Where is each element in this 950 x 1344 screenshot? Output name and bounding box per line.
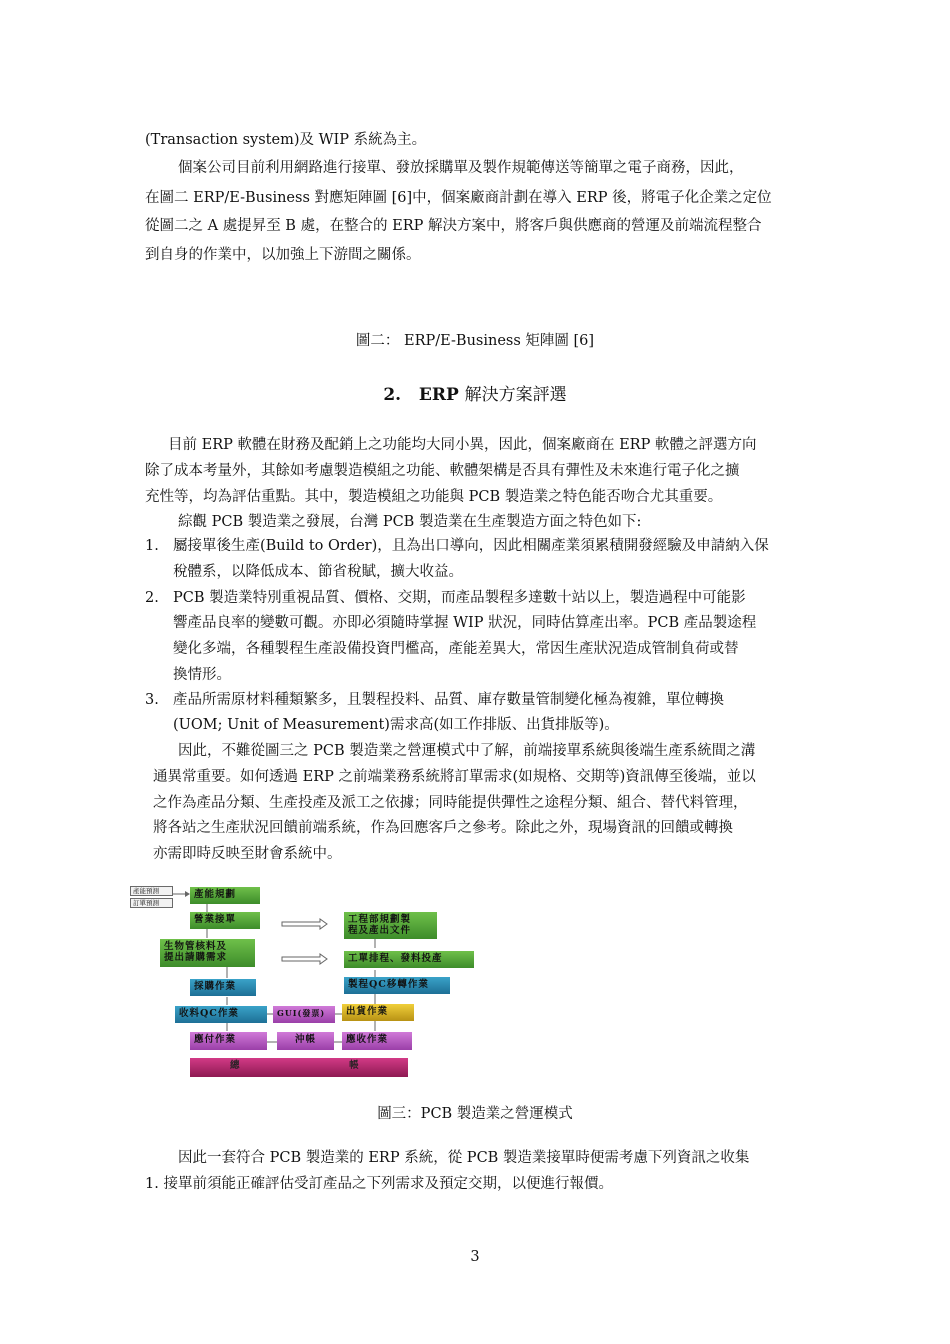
para3-line-1: 因此，不難從圖三之 PCB 製造業之營運模式中了解，前端接單系統與後端生產系統間之溝 (178, 743, 756, 759)
para1-line-3: 充性等，均為評估重點。其中，製造模組之功能與 PCB 製造業之特色能否吻合尤其重要。 (145, 489, 723, 505)
work-order-box: 工單排程、發料投產 (344, 951, 474, 968)
engineering-line-2: 程及產出文件 (348, 925, 412, 936)
list-2-line-2: 響產品良率的變數可觀。亦即必須隨時掌握 WIP 狀況，同時估算產出率。PCB 產品製途程 (173, 615, 757, 631)
section-title-rest: 解決方案評選 (464, 385, 567, 405)
section-heading (0, 385, 950, 405)
figure2-caption: 圖二： ERP/E-Business 矩陣圖 [6] (355, 333, 595, 349)
offset-box: 沖帳 (277, 1032, 334, 1050)
list-number-3: 3. (145, 692, 159, 708)
figure3-caption: 圖三：PCB 製造業之營運模式 (377, 1106, 573, 1122)
para5: 1. 接單前須能正確評估受訂產品之下列需求及預定交期，以便進行報價。 (145, 1176, 613, 1192)
capacity-planning-box: 產能規劃 (190, 887, 260, 904)
engineering-planning-box (344, 912, 437, 939)
para3-line-4: 將各站之生產狀況回饋前端系統，作為回應客戶之參考。除此之外，現場資訊的回饋或轉換 (153, 820, 733, 836)
para3-line-2: 通異常重要。如何透過 ERP 之前端業務系統將訂單需求(如規格、交期等)資訊傳至後端，並以 (153, 769, 756, 785)
general-ledger-bar (190, 1058, 408, 1077)
ledger-left-label: 總 (230, 1060, 241, 1071)
sales-order-box: 營業接單 (190, 912, 260, 929)
input-capacity-forecast: 產能預測 (130, 886, 173, 896)
process-qc-box: 製程QC移轉作業 (344, 977, 450, 994)
intro-line-4: 到自身的作業中，以加強上下游間之關係。 (145, 247, 421, 263)
material-control-line-2: 提出請購需求 (164, 952, 228, 963)
material-control-line-1: 生物管核料及 (164, 941, 228, 952)
list-3-line-1: 產品所需原材料種類繁多，且製程投料、品質、庫存數量管制變化極為複雜，單位轉換 (173, 692, 724, 708)
receiving-qc-box: 收料QC作業 (175, 1006, 267, 1023)
shipping-box: 出貨作業 (342, 1004, 414, 1021)
list-3-line-2: (UOM; Unit of Measurement)需求高(如工作排版、出貨排版等)。 (173, 717, 619, 733)
para3-line-5: 亦需即時反映至財會系統中。 (153, 846, 342, 862)
list-2-line-4: 換情形。 (173, 667, 231, 683)
operations-flowchart (127, 880, 477, 1080)
section-number: 2. (383, 385, 402, 405)
list-2-line-1: PCB 製造業特別重視品質、價格、交期，而產品製程多達數十站以上，製造過程中可能影 (173, 590, 746, 606)
engineering-line-1: 工程部規劃製 (348, 914, 412, 925)
list-number-1: 1. (145, 538, 159, 554)
para1-line-1: 目前 ERP 軟體在財務及配銷上之功能均大同小異，因此，個案廠商在 ERP 軟體之評選方向 (168, 437, 757, 453)
intro-line-2: 在圖二 ERP/E-Business 對應矩陣圖 [6]中，個案廠商計劃在導入 ERP 後，將電子化企業之定位 (145, 190, 772, 206)
payable-box: 應付作業 (190, 1032, 267, 1050)
section-title-bold: ERP (418, 385, 459, 405)
purchasing-box: 採購作業 (190, 979, 256, 996)
receivable-box: 應收作業 (342, 1032, 412, 1050)
list-2-line-3: 變化多端，各種製程生產設備投資門檻高，產能差異大，常因生產狀況造成管制負荷或替 (173, 641, 739, 657)
input-order-forecast: 訂單預測 (130, 898, 173, 908)
ledger-right-label: 帳 (349, 1060, 360, 1071)
para3-line-3: 之作為產品分類、生產投產及派工之依據；同時能提供彈性之途程分類、組合、替代料管理， (153, 795, 748, 811)
list-1-line-1: 屬接單後生產(Build to Order)，且為出口導向，因此相關產業須累積開發經驗及申請納入保 (173, 538, 769, 554)
intro-line-0: (Transaction system)及 WIP 系統為主。 (145, 132, 427, 148)
para2: 綜觀 PCB 製造業之發展，台灣 PCB 製造業在生產製造方面之特色如下: (178, 514, 642, 530)
para1-line-2: 除了成本考量外，其餘如考慮製造模組之功能、軟體架構是否具有彈性及未來進行電子化之擴 (145, 463, 740, 479)
intro-line-1: 個案公司目前利用網路進行接單、發放採購單及製作規範傳送等簡單之電子商務，因此， (178, 160, 744, 176)
page-number: 3 (470, 1249, 480, 1265)
list-1-line-2: 稅體系，以降低成本、節省稅賦，擴大收益。 (173, 564, 463, 580)
para4: 因此一套符合 PCB 製造業的 ERP 系統，從 PCB 製造業接單時便需考慮下列資訊之收集 (178, 1150, 750, 1166)
material-control-box (160, 939, 255, 967)
gui-invoice-box: GUI(發票) (273, 1006, 335, 1023)
list-number-2: 2. (145, 590, 159, 606)
intro-line-3: 從圖二之 A 處提昇至 B 處，在整合的 ERP 解決方案中，將客戶與供應商的營運及前端流程整合 (145, 218, 762, 234)
